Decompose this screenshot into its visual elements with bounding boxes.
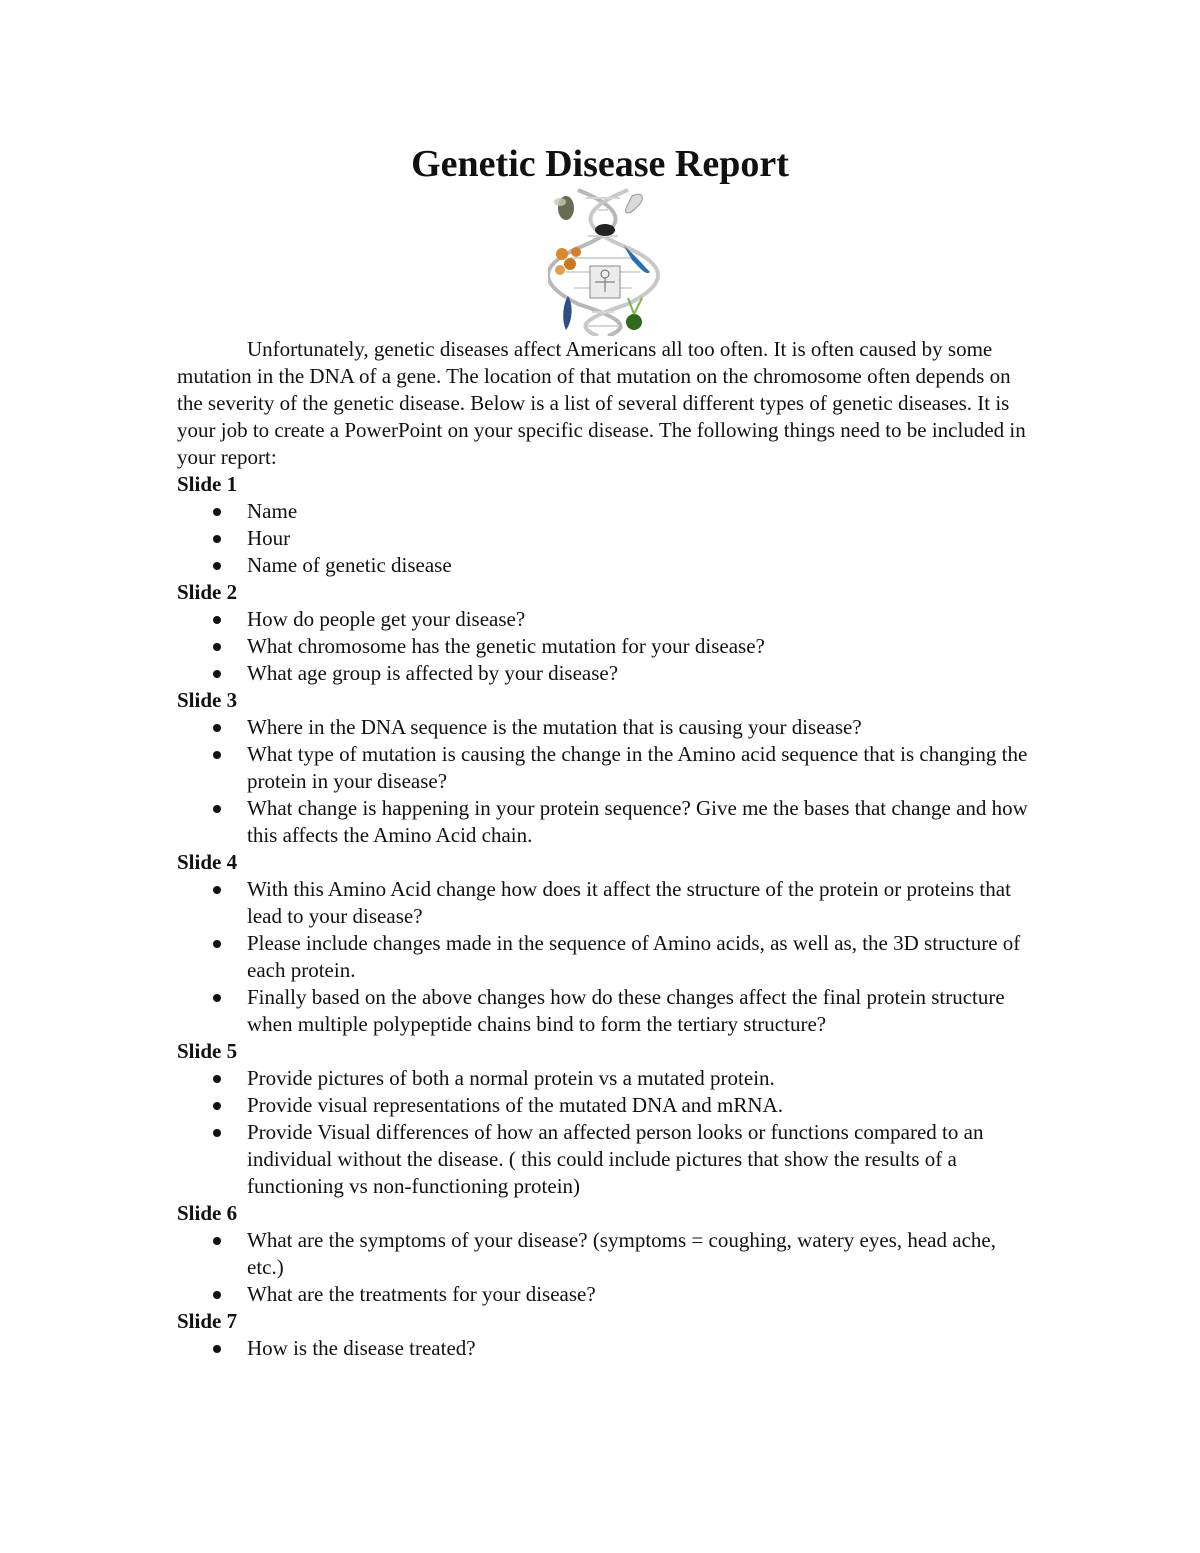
- bullet-icon: [213, 562, 221, 570]
- list-item: [177, 1281, 1037, 1308]
- slide-item-list: [177, 714, 1037, 849]
- list-item: [177, 660, 1037, 687]
- list-item-text: What are the treatments for your disease?: [247, 1282, 596, 1306]
- bullet-icon: [213, 1237, 221, 1245]
- slide-heading: Slide 2: [177, 580, 238, 604]
- list-item: [177, 930, 1037, 984]
- bullet-icon: [213, 616, 221, 624]
- bullet-icon: [213, 994, 221, 1002]
- slide-section: [177, 1200, 1037, 1308]
- slide-heading: Slide 7: [177, 1309, 238, 1333]
- list-item-text: Provide visual representations of the mutated DNA and mRNA.: [247, 1093, 783, 1117]
- slide-heading: Slide 3: [177, 688, 238, 712]
- list-item-text: With this Amino Acid change how does it affect the structure of the protein or proteins that lead to your disease?: [247, 877, 1011, 928]
- bullet-icon: [213, 1075, 221, 1083]
- list-item: [177, 984, 1037, 1038]
- bullet-icon: [213, 508, 221, 516]
- slide-heading: Slide 5: [177, 1039, 238, 1063]
- list-item: [177, 795, 1037, 849]
- list-item-text: How do people get your disease?: [247, 607, 526, 631]
- slide-section: [177, 687, 1037, 849]
- list-item-text: What type of mutation is causing the change in the Amino acid sequence that is changing the protein in your disease?: [247, 742, 1028, 793]
- slide-section: [177, 849, 1037, 1038]
- bullet-icon: [213, 1129, 221, 1137]
- slide-item-list: [177, 1065, 1037, 1200]
- bullet-icon: [213, 670, 221, 678]
- bullet-icon: [213, 886, 221, 894]
- bullet-icon: [213, 724, 221, 732]
- list-item: [177, 552, 1037, 579]
- list-item-text: Hour: [247, 526, 291, 550]
- bullet-icon: [213, 805, 221, 813]
- slide-section: [177, 579, 1037, 687]
- slide-section: [177, 471, 1037, 579]
- list-item: [177, 633, 1037, 660]
- list-item-text: Where in the DNA sequence is the mutation that is causing your disease?: [247, 715, 862, 739]
- bullet-icon: [213, 940, 221, 948]
- list-item: [177, 741, 1037, 795]
- slide-heading: Slide 6: [177, 1201, 238, 1225]
- list-item-text: What chromosome has the genetic mutation for your disease?: [247, 634, 765, 658]
- list-item-text: Finally based on the above changes how do these changes affect the final protein structure when multiple polypeptide chains bind to form the tertiary structure?: [247, 985, 1005, 1036]
- list-item: [177, 525, 1037, 552]
- slide-item-list: [177, 1227, 1037, 1308]
- list-item: [177, 1335, 1037, 1362]
- slide-item-list: [177, 498, 1037, 579]
- list-item-text: What age group is affected by your disease?: [247, 661, 619, 685]
- slide-item-list: [177, 606, 1037, 687]
- intro-paragraph: Unfortunately, genetic diseases affect Americans all too often. It is often caused by some mutation in the DNA of a gene. The location of that mutation on the chromosome often depends on the severity of the genetic disease. Below is a list of several different types of genetic diseases. It is your job to create a PowerPoint on your specific disease. The following things need to be included in your report:: [177, 337, 1026, 469]
- list-item: [177, 1227, 1037, 1281]
- slide-item-list: [177, 876, 1037, 1038]
- list-item: [177, 876, 1037, 930]
- document-body: [177, 336, 1037, 1362]
- list-item: [177, 498, 1037, 525]
- list-item-text: What change is happening in your protein sequence? Give me the bases that change and how this affects the Amino Acid chain.: [247, 796, 1028, 847]
- slide-heading: Slide 4: [177, 850, 238, 874]
- slide-sections: [177, 471, 1037, 1362]
- list-item: [177, 1092, 1037, 1119]
- list-item-text: Provide pictures of both a normal protein vs a mutated protein.: [247, 1066, 775, 1090]
- bullet-icon: [213, 643, 221, 651]
- list-item-text: Name: [247, 499, 298, 523]
- list-item: [177, 1065, 1037, 1092]
- list-item-text: What are the symptoms of your disease? (symptoms = coughing, watery eyes, head ache, etc.): [247, 1228, 996, 1279]
- bullet-icon: [213, 1345, 221, 1353]
- dna-helix-with-organisms-icon: [548, 188, 660, 336]
- slide-section: [177, 1308, 1037, 1362]
- list-item: [177, 1119, 1037, 1200]
- bullet-icon: [213, 535, 221, 543]
- list-item: [177, 606, 1037, 633]
- list-item-text: Name of genetic disease: [247, 553, 452, 577]
- bullet-icon: [213, 1291, 221, 1299]
- list-item-text: Please include changes made in the sequence of Amino acids, as well as, the 3D structure of each protein.: [247, 931, 1021, 982]
- document-title: Genetic Disease Report: [411, 143, 789, 185]
- list-item-text: Provide Visual differences of how an affected person looks or functions compared to an individual without the disease. ( this could include pictures that show the results of a functioning vs non-functioning protein): [247, 1120, 984, 1198]
- slide-heading: Slide 1: [177, 472, 238, 496]
- list-item-text: How is the disease treated?: [247, 1336, 476, 1360]
- slide-section: [177, 1038, 1037, 1200]
- bullet-icon: [213, 1102, 221, 1110]
- list-item: [177, 714, 1037, 741]
- bullet-icon: [213, 751, 221, 759]
- slide-item-list: [177, 1335, 1037, 1362]
